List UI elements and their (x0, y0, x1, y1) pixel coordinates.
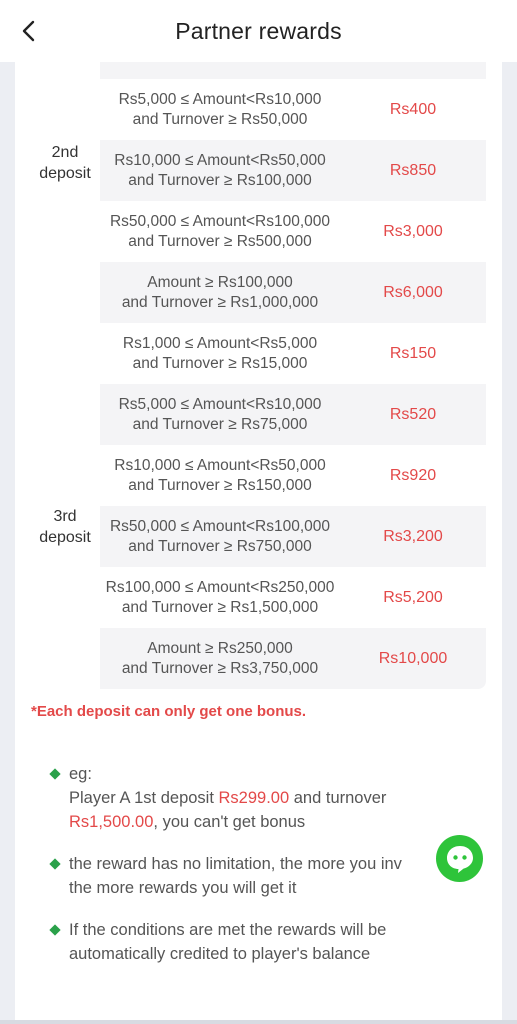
rules-list (49, 762, 469, 984)
table-row (100, 506, 486, 567)
rule-item: eg: Player A 1st deposit Rs299.00 and turnover Rs1,500.00, you can't get bonus (49, 762, 469, 834)
chevron-left-icon (21, 20, 37, 42)
bonus-note: *Each deposit can only get one bonus. (31, 703, 307, 720)
group-label-2nd-deposit: 2nd deposit (39, 144, 91, 182)
table-row (100, 628, 486, 689)
table-row (100, 445, 486, 506)
reward-cell: Rs400 (389, 100, 437, 118)
condition-cell: Rs10,000 ≤ Amount<Rs50,000 and Turnover ≥ Rs100,000 (114, 151, 326, 189)
rule-item: If the conditions are met the rewards will be automatically credited to player's balance (49, 918, 469, 966)
chat-bubble-icon (443, 842, 477, 876)
reward-cell: Rs150 (389, 344, 437, 362)
reward-cell: Rs520 (389, 405, 437, 423)
reward-cell: Rs6,000 (383, 283, 443, 301)
table-row (100, 384, 486, 445)
deposit-amount: Rs299.00 (218, 789, 290, 807)
back-button[interactable] (14, 16, 44, 46)
condition-cell: Rs5,000 ≤ Amount<Rs10,000 and Turnover ≥ Rs75,000 (118, 395, 322, 433)
condition-cell: Rs5,000 ≤ Amount<Rs10,000 and Turnover ≥ Rs50,000 (118, 90, 322, 128)
reward-cell: Rs920 (389, 466, 437, 484)
group-label-3rd-deposit: 3rd deposit (39, 508, 91, 546)
condition-cell: Rs1,000 ≤ Amount<Rs5,000 and Turnover ≥ Rs15,000 (122, 334, 318, 372)
rule-item: the reward has no limitation, the more you inv the more rewards you will get it (49, 852, 469, 900)
turnover-amount: Rs1,500.00 (69, 813, 154, 831)
condition-cell: Amount ≥ Rs250,000 and Turnover ≥ Rs3,750,000 (121, 639, 319, 677)
header-bar (0, 0, 517, 62)
diamond-bullet-icon (49, 924, 60, 935)
condition-cell: Rs100,000 ≤ Amount<Rs250,000 and Turnover ≥ Rs1,500,000 (105, 578, 335, 616)
table-row (100, 262, 486, 323)
reward-cell: Rs5,200 (383, 588, 443, 606)
table-row (100, 201, 486, 262)
condition-cell: Rs10,000 ≤ Amount<Rs50,000 and Turnover ≥ Rs150,000 (114, 456, 326, 494)
reward-cell: Rs3,000 (383, 222, 443, 240)
table-row (100, 79, 486, 140)
diamond-bullet-icon (49, 858, 60, 869)
condition-cell: Amount ≥ Rs100,000 and Turnover ≥ Rs1,000,000 (121, 273, 319, 311)
condition-cell: Rs50,000 ≤ Amount<Rs100,000 and Turnover ≥ Rs500,000 (109, 212, 331, 250)
reward-cell: Rs3,200 (383, 527, 443, 545)
rewards-card (15, 62, 502, 1022)
reward-cell: Rs10,000 (378, 649, 448, 667)
table-row (100, 567, 486, 628)
page-title: Partner rewards (175, 17, 342, 44)
table-row (100, 323, 486, 384)
table-row (100, 140, 486, 201)
bottom-edge (0, 1020, 517, 1024)
condition-cell: Rs50,000 ≤ Amount<Rs100,000 and Turnover ≥ Rs750,000 (109, 517, 331, 555)
chat-button[interactable] (436, 835, 483, 882)
reward-cell: Rs850 (389, 161, 437, 179)
diamond-bullet-icon (49, 768, 60, 779)
